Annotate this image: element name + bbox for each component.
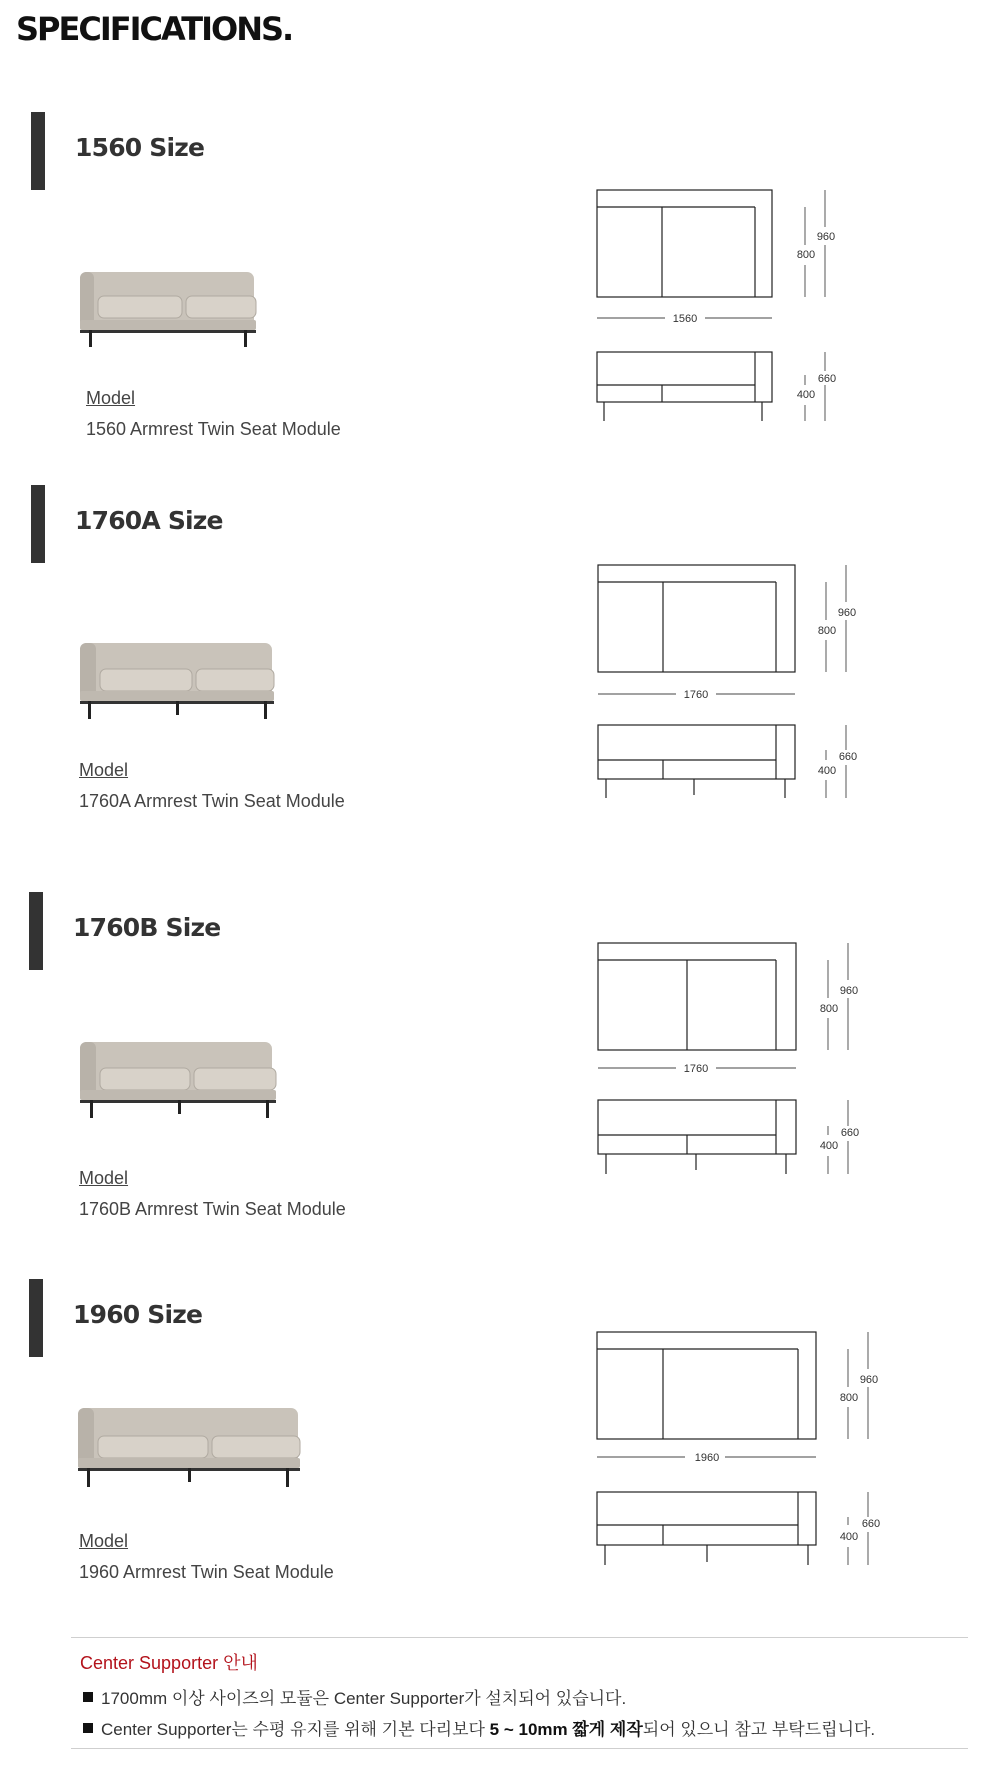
sofa-photo bbox=[78, 639, 278, 721]
dimension-drawing bbox=[596, 560, 896, 810]
model-name: 1960 Armrest Twin Seat Module bbox=[79, 1562, 334, 1582]
dimension-drawing bbox=[595, 185, 895, 435]
section-accent-bar bbox=[29, 892, 43, 970]
bullet-square-icon bbox=[83, 1692, 93, 1702]
dim-seat-height: 400 bbox=[817, 765, 837, 777]
sofa-photo bbox=[78, 268, 264, 348]
dim-height: 660 bbox=[817, 373, 837, 385]
model-label: Model bbox=[79, 1531, 129, 1551]
notice-line-1 bbox=[83, 1684, 626, 1709]
center-supporter-notice bbox=[71, 1637, 968, 1749]
notice-line-2-after: 되어 있으니 참고 부탁드립니다. bbox=[642, 1720, 876, 1739]
section-accent-bar bbox=[31, 112, 45, 190]
dim-depth-outer: 960 bbox=[839, 985, 859, 997]
notice-line-2-emphasis: 5 ~ 10mm 짧게 제작 bbox=[489, 1720, 643, 1739]
dimension-drawing bbox=[595, 1327, 895, 1577]
dim-width: 1960 bbox=[694, 1452, 720, 1464]
model-name: 1760B Armrest Twin Seat Module bbox=[79, 1199, 346, 1219]
spec-section-1960 bbox=[0, 1267, 1000, 1637]
spec-section-1560 bbox=[0, 100, 1000, 470]
model-name: 1560 Armrest Twin Seat Module bbox=[86, 419, 341, 439]
dim-height: 660 bbox=[838, 751, 858, 763]
section-title: 1560 Size bbox=[75, 133, 205, 162]
dim-depth-outer: 960 bbox=[837, 607, 857, 619]
sofa-photo bbox=[76, 1404, 306, 1488]
dim-seat-height: 400 bbox=[819, 1140, 839, 1152]
dim-height: 660 bbox=[861, 1518, 881, 1530]
section-title: 1760B Size bbox=[73, 913, 221, 942]
section-accent-bar bbox=[31, 485, 45, 563]
dim-depth-inner: 800 bbox=[796, 249, 816, 261]
section-title: 1760A Size bbox=[75, 506, 223, 535]
dim-depth-outer: 960 bbox=[859, 1374, 879, 1386]
model-name: 1760A Armrest Twin Seat Module bbox=[79, 791, 345, 811]
sofa-photo bbox=[78, 1038, 278, 1120]
dim-width: 1560 bbox=[672, 313, 698, 325]
dim-depth-inner: 800 bbox=[839, 1392, 859, 1404]
notice-title: Center Supporter 안내 bbox=[80, 1653, 258, 1673]
section-title: 1960 Size bbox=[73, 1300, 203, 1329]
dim-height: 660 bbox=[840, 1127, 860, 1139]
dimension-drawing bbox=[596, 938, 896, 1188]
model-label: Model bbox=[79, 760, 129, 780]
model-label: Model bbox=[79, 1168, 129, 1188]
dim-width: 1760 bbox=[683, 1063, 709, 1075]
model-label: Model bbox=[86, 388, 136, 408]
notice-line-2 bbox=[83, 1715, 875, 1740]
section-accent-bar bbox=[29, 1279, 43, 1357]
bullet-square-icon bbox=[83, 1723, 93, 1733]
dim-depth-outer: 960 bbox=[816, 231, 836, 243]
dim-depth-inner: 800 bbox=[819, 1003, 839, 1015]
notice-line-2-before: Center Supporter는 수평 유지를 위해 기본 다리보다 bbox=[101, 1720, 490, 1739]
dim-depth-inner: 800 bbox=[817, 625, 837, 637]
notice-line-1-text: 1700mm 이상 사이즈의 모듈은 Center Supporter가 설치되어 있습니다. bbox=[101, 1689, 627, 1708]
spec-section-1760b bbox=[0, 880, 1000, 1250]
page-title: SPECIFICATIONS. bbox=[16, 10, 293, 48]
dim-width: 1760 bbox=[683, 689, 709, 701]
dim-seat-height: 400 bbox=[839, 1531, 859, 1543]
spec-section-1760a bbox=[0, 473, 1000, 843]
dim-seat-height: 400 bbox=[796, 389, 816, 401]
